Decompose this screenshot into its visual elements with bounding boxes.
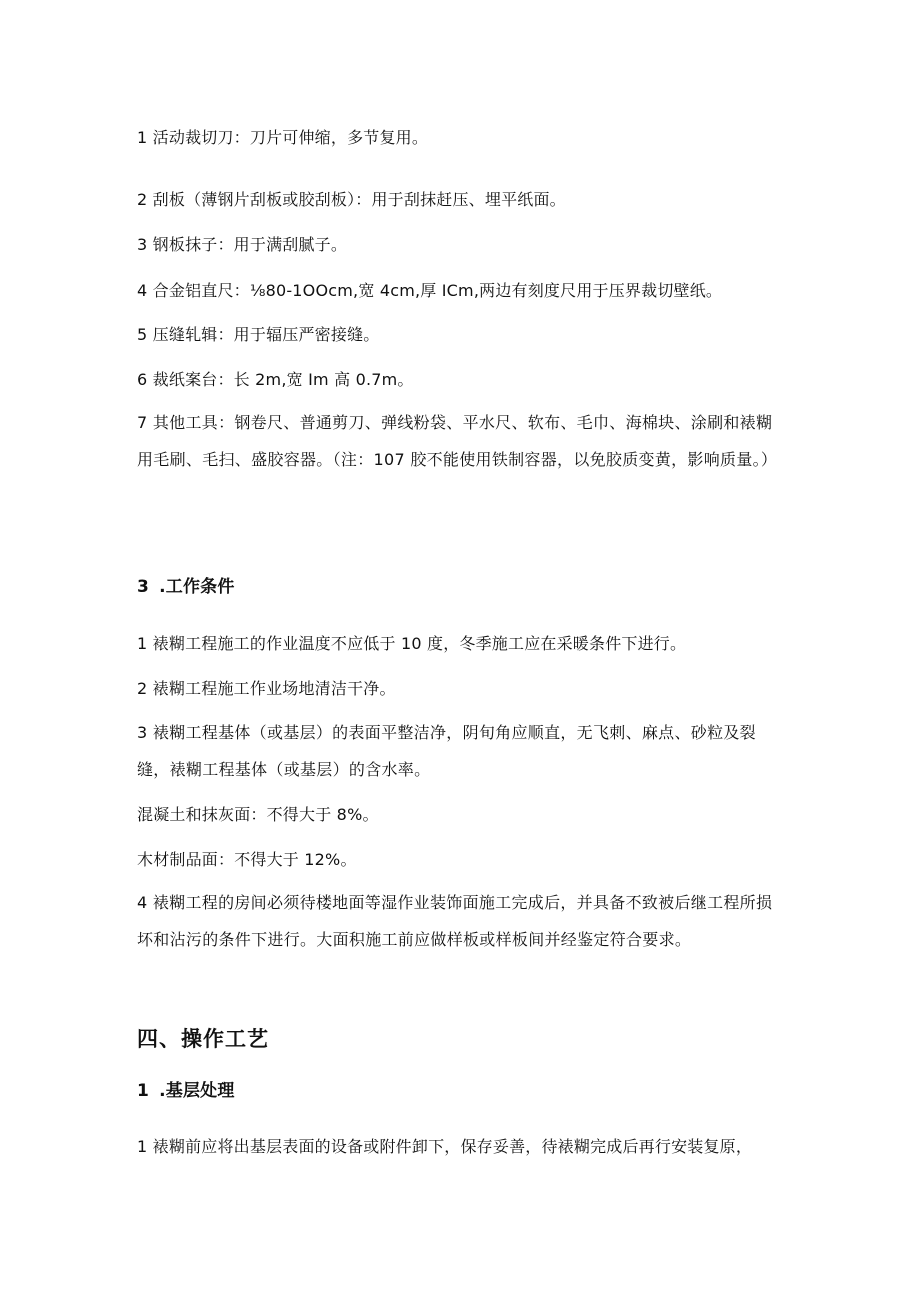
condition-moisture-wood: 木材制品面：不得大于 12%。	[137, 850, 357, 869]
tool-item-6: 6 裁纸案台：长 2m,宽 Im 高 0.7m。	[137, 370, 414, 389]
base-treatment-paragraph-1: 1 裱糊前应将出基层表面的设备或附件卸下，保存妥善，待裱糊完成后再行安装复原，	[137, 1137, 753, 1156]
tool-item-5: 5 压缝轧辑：用于辐压严密接缝。	[137, 325, 380, 344]
tool-item-7: 7 其他工具：钢卷尺、普通剪刀、弹线粉袋、平水尺、软布、毛巾、海棉块、涂刷和裱糊用毛刷、毛扫、盛胶容器。（注：107 胶不能使用铁制容器，以免胶质变黄，影响质量。）	[137, 413, 778, 469]
tool-item-4: 4 合金铝直尺：⅛80-1OOcm,宽 4cm,厚 ICm,两边有刻度尺用于压界裁切壁纸。	[137, 281, 723, 300]
section-title: .工作条件	[159, 577, 235, 597]
section-heading-base-treatment	[137, 1081, 235, 1101]
condition-item-2: 2 裱糊工程施工作业场地清洁干净。	[137, 679, 396, 698]
chapter-heading-operation-process: 四、操作工艺	[137, 1027, 269, 1051]
section-title: .基层处理	[159, 1081, 235, 1101]
tool-item-2: 2 刮板（薄钢片刮板或胶刮板）：用于刮抹赶压、埋平纸面。	[137, 190, 566, 209]
condition-moisture-concrete: 混凝土和抹灰面：不得大于 8%。	[137, 805, 379, 824]
section-number: 1	[137, 1081, 150, 1101]
condition-item-4: 4 裱糊工程的房间必须待楼地面等湿作业装饰面施工完成后，并具备不致被后继工程所损坏和沾污的条件下进行。大面积施工前应做样板或样板间并经鉴定符合要求。	[137, 893, 773, 949]
section-heading-work-conditions	[137, 577, 235, 597]
tool-item-3: 3 钢板抹子：用于满刮腻子。	[137, 235, 348, 254]
condition-item-3: 3 裱糊工程基体（或基层）的表面平整洁净，阴旬角应顺直，无飞刺、麻点、砂粒及裂缝，裱糊工程基体（或基层）的含水率。	[137, 723, 756, 779]
section-number: 3	[137, 577, 150, 597]
condition-item-1: 1 裱糊工程施工的作业温度不应低于 10 度，冬季施工应在采暖条件下进行。	[137, 634, 687, 653]
tool-item-1: 1 活动裁切刀：刀片可伸缩，多节复用。	[137, 128, 429, 147]
